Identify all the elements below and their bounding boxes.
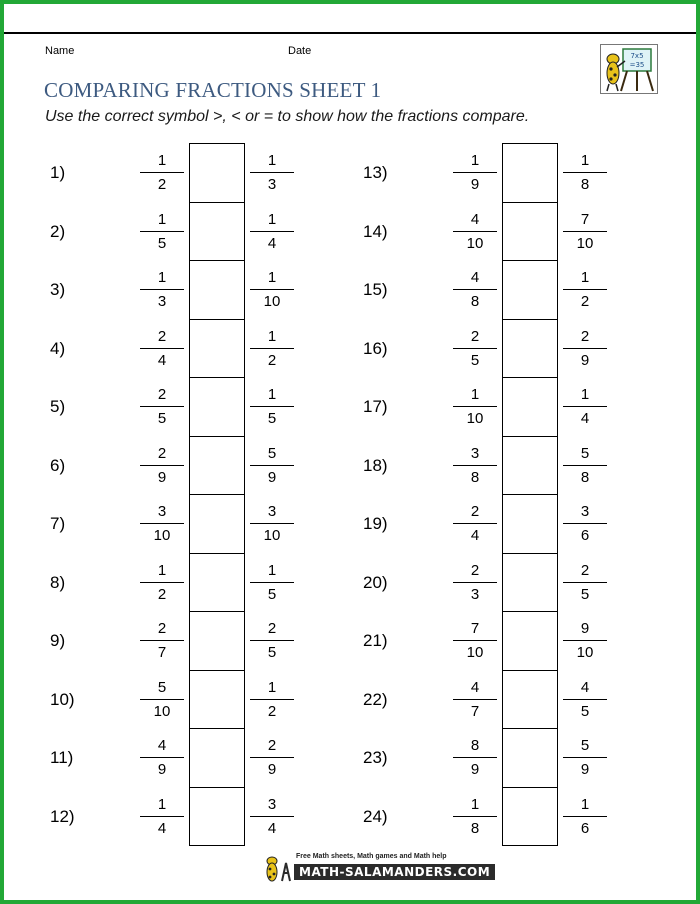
fraction-bar (453, 406, 497, 407)
denominator: 8 (470, 293, 480, 310)
right-fraction (250, 328, 294, 370)
numerator: 2 (470, 503, 480, 520)
left-fraction (140, 152, 184, 194)
left-fraction (140, 562, 184, 604)
answer-box[interactable] (189, 494, 245, 554)
denominator: 9 (267, 468, 277, 486)
numerator: 1 (157, 795, 167, 813)
right-fraction (250, 737, 294, 779)
denominator: 5 (470, 351, 480, 369)
fraction-bar (250, 348, 294, 349)
name-label: Name (45, 45, 75, 57)
fraction-bar (140, 406, 184, 407)
left-fraction (453, 503, 497, 545)
answer-box[interactable] (502, 260, 558, 320)
denominator: 4 (157, 819, 167, 837)
denominator: 5 (267, 585, 277, 603)
denominator: 4 (267, 819, 277, 837)
right-fraction (250, 679, 294, 721)
denominator: 9 (157, 468, 167, 486)
left-fraction (453, 679, 497, 721)
footer-brand (264, 853, 491, 883)
numerator: 2 (470, 561, 480, 579)
left-fraction (140, 737, 184, 779)
answer-box[interactable] (189, 143, 245, 203)
fraction-bar (563, 465, 607, 466)
right-fraction (250, 386, 294, 428)
left-fraction (140, 503, 184, 545)
denominator: 5 (580, 585, 590, 603)
numerator: 1 (580, 152, 590, 169)
denominator: 9 (580, 761, 590, 778)
fraction-bar (250, 582, 294, 583)
answer-box[interactable] (189, 202, 245, 262)
answer-box[interactable] (502, 494, 558, 554)
question-number: 9) (50, 631, 66, 650)
left-fraction (453, 445, 497, 487)
fraction-bar (563, 289, 607, 290)
answer-box[interactable] (189, 611, 245, 671)
question-number: 23) (363, 748, 388, 767)
numerator: 5 (580, 444, 590, 462)
right-fraction (563, 328, 607, 370)
right-fraction (250, 503, 294, 545)
denominator: 2 (157, 585, 167, 603)
right-fraction (563, 152, 607, 194)
question-number: 19) (363, 514, 388, 533)
question-number: 16) (363, 338, 388, 358)
denominator: 5 (580, 702, 590, 720)
right-fraction (250, 796, 294, 838)
denominator: 9 (267, 761, 277, 778)
fraction-bar (563, 523, 607, 524)
left-fraction (453, 328, 497, 370)
numerator: 2 (157, 327, 167, 345)
fraction-bar (453, 231, 497, 232)
numerator: 7 (580, 210, 590, 228)
denominator: 3 (267, 176, 277, 193)
date-label: Date (288, 45, 312, 57)
numerator: 4 (470, 678, 480, 696)
fraction-bar (453, 348, 497, 349)
question-number: 1) (50, 163, 66, 182)
right-fraction (563, 269, 607, 311)
denominator: 10 (466, 234, 484, 252)
right-fraction (563, 562, 607, 604)
numerator: 1 (267, 269, 277, 286)
question-number: 20) (363, 572, 388, 592)
denominator: 2 (580, 293, 590, 310)
salamander-logo-icon (264, 855, 294, 883)
fraction-bar (563, 231, 607, 232)
right-fraction (563, 737, 607, 779)
fraction-bar (250, 172, 294, 173)
worksheet-instructions: Use the correct symbol >, < or = to show how the fractions compare. (45, 108, 530, 125)
numerator: 1 (580, 269, 590, 286)
fraction-bar (140, 816, 184, 817)
denominator: 10 (263, 527, 281, 544)
numerator: 2 (470, 327, 480, 345)
fraction-bar (563, 582, 607, 583)
numerator: 5 (580, 737, 590, 754)
fraction-bar (140, 582, 184, 583)
fraction-bar (250, 816, 294, 817)
question-number: 11) (50, 748, 74, 767)
fraction-bar (563, 757, 607, 758)
left-fraction (140, 679, 184, 721)
numerator: 1 (267, 561, 277, 579)
answer-box[interactable] (502, 319, 558, 379)
numerator: 4 (157, 737, 167, 754)
question-number: 22) (363, 689, 388, 709)
denominator: 9 (580, 351, 590, 369)
numerator: 1 (580, 795, 590, 813)
fraction-bar (563, 172, 607, 173)
fraction-bar (563, 348, 607, 349)
numerator: 3 (267, 503, 277, 520)
question-number: 13) (363, 163, 388, 182)
denominator: 6 (580, 819, 590, 837)
left-fraction (453, 152, 497, 194)
left-fraction (453, 737, 497, 779)
question-number: 2) (50, 221, 66, 241)
numerator: 1 (157, 269, 167, 286)
numerator: 9 (580, 620, 590, 637)
denominator: 10 (153, 527, 171, 544)
numerator: 2 (157, 620, 167, 637)
numerator: 1 (470, 152, 480, 169)
question-number: 5) (50, 397, 66, 416)
denominator: 3 (157, 293, 167, 310)
fraction-bar (563, 816, 607, 817)
fraction-bar (140, 172, 184, 173)
svg-text:7x5: 7x5 (630, 52, 644, 60)
numerator: 1 (157, 561, 167, 579)
numerator: 4 (580, 678, 590, 696)
numerator: 4 (470, 210, 480, 228)
answer-box[interactable] (502, 436, 558, 496)
fraction-bar (250, 523, 294, 524)
left-fraction (453, 562, 497, 604)
denominator: 4 (267, 234, 277, 252)
numerator: 4 (470, 269, 480, 286)
denominator: 5 (157, 234, 167, 252)
fraction-bar (140, 348, 184, 349)
fraction-bar (453, 465, 497, 466)
top-rule (4, 32, 696, 34)
answer-box[interactable] (502, 670, 558, 730)
question-number: 8) (50, 572, 66, 592)
left-fraction (453, 386, 497, 428)
denominator: 3 (470, 585, 480, 603)
footer-tagline: Free Math sheets, Math games and Math help (296, 853, 447, 860)
answer-box[interactable] (189, 260, 245, 320)
fraction-bar (453, 582, 497, 583)
left-fraction (453, 269, 497, 311)
numerator: 1 (157, 210, 167, 228)
fraction-bar (453, 699, 497, 700)
question-number: 6) (50, 455, 66, 475)
right-fraction (563, 445, 607, 487)
question-number: 18) (363, 455, 388, 475)
answer-box[interactable] (502, 553, 558, 613)
fraction-bar (140, 289, 184, 290)
denominator: 6 (580, 527, 590, 544)
denominator: 8 (470, 819, 480, 837)
answer-box[interactable] (502, 202, 558, 262)
fraction-bar (563, 640, 607, 641)
right-fraction (250, 211, 294, 253)
left-fraction (140, 620, 184, 662)
numerator: 5 (267, 444, 277, 462)
answer-box[interactable] (189, 728, 245, 788)
answer-box[interactable] (189, 553, 245, 613)
denominator: 7 (470, 702, 480, 720)
denominator: 10 (576, 234, 594, 252)
fraction-bar (250, 640, 294, 641)
svg-text:=35: =35 (629, 61, 645, 69)
denominator: 8 (580, 468, 590, 486)
right-fraction (250, 269, 294, 311)
fraction-bar (250, 231, 294, 232)
fraction-bar (140, 699, 184, 700)
numerator: 1 (267, 152, 277, 169)
numerator: 2 (157, 386, 167, 403)
denominator: 9 (470, 176, 480, 193)
denominator: 8 (580, 176, 590, 193)
fraction-bar (250, 465, 294, 466)
fraction-bar (250, 289, 294, 290)
left-fraction (453, 211, 497, 253)
fraction-bar (453, 757, 497, 758)
right-fraction (563, 386, 607, 428)
answer-box[interactable] (189, 319, 245, 379)
right-fraction (250, 620, 294, 662)
fraction-bar (453, 289, 497, 290)
numerator: 3 (267, 795, 277, 813)
answer-box[interactable] (502, 611, 558, 671)
numerator: 3 (580, 503, 590, 520)
numerator: 5 (157, 678, 167, 696)
right-fraction (563, 679, 607, 721)
answer-box[interactable] (502, 787, 558, 847)
denominator: 8 (470, 468, 480, 486)
numerator: 1 (470, 795, 480, 813)
numerator: 1 (267, 386, 277, 403)
denominator: 4 (580, 410, 590, 427)
denominator: 5 (267, 410, 277, 427)
numerator: 3 (470, 444, 480, 462)
answer-box[interactable] (502, 728, 558, 788)
numerator: 8 (470, 737, 480, 754)
question-number: 15) (363, 280, 388, 299)
numerator: 1 (470, 386, 480, 403)
denominator: 2 (267, 351, 277, 369)
denominator: 10 (466, 410, 484, 427)
right-fraction (563, 211, 607, 253)
denominator: 2 (267, 702, 277, 720)
numerator: 1 (267, 327, 277, 345)
denominator: 4 (470, 527, 480, 544)
left-fraction (140, 211, 184, 253)
answer-box[interactable] (502, 377, 558, 437)
numerator: 2 (267, 620, 277, 637)
question-number: 7) (50, 514, 66, 533)
fraction-bar (453, 816, 497, 817)
right-fraction (250, 152, 294, 194)
worksheet-title: COMPARING FRACTIONS SHEET 1 (44, 78, 382, 102)
denominator: 2 (157, 176, 167, 193)
right-fraction (563, 796, 607, 838)
fraction-bar (563, 406, 607, 407)
numerator: 3 (157, 503, 167, 520)
fraction-bar (250, 406, 294, 407)
numerator: 1 (580, 386, 590, 403)
fraction-bar (140, 465, 184, 466)
numerator: 1 (157, 152, 167, 169)
answer-box[interactable] (189, 377, 245, 437)
right-fraction (250, 445, 294, 487)
question-number: 17) (363, 397, 388, 416)
denominator: 10 (263, 293, 281, 310)
denominator: 10 (466, 644, 484, 661)
fraction-bar (140, 640, 184, 641)
fraction-bar (453, 640, 497, 641)
fraction-bar (250, 757, 294, 758)
question-number: 4) (50, 338, 66, 358)
fraction-bar (250, 699, 294, 700)
left-fraction (140, 445, 184, 487)
footer-site: MATH-SALAMANDERS.COM (294, 864, 495, 880)
fraction-bar (140, 523, 184, 524)
denominator: 9 (157, 761, 167, 778)
denominator: 9 (470, 761, 480, 778)
numerator: 1 (267, 678, 277, 696)
denominator: 5 (157, 410, 167, 427)
answer-box[interactable] (189, 787, 245, 847)
left-fraction (453, 620, 497, 662)
fraction-bar (453, 523, 497, 524)
left-fraction (140, 796, 184, 838)
answer-box[interactable] (189, 436, 245, 496)
denominator: 7 (157, 644, 167, 661)
fraction-bar (453, 172, 497, 173)
question-number: 24) (363, 806, 388, 826)
left-fraction (140, 328, 184, 370)
numerator: 2 (157, 444, 167, 462)
numerator: 7 (470, 620, 480, 637)
numerator: 2 (267, 737, 277, 754)
numerator: 2 (580, 327, 590, 345)
left-fraction (453, 796, 497, 838)
answer-box[interactable] (502, 143, 558, 203)
fraction-bar (140, 231, 184, 232)
answer-box[interactable] (189, 670, 245, 730)
denominator: 10 (576, 644, 594, 661)
numerator: 2 (580, 561, 590, 579)
left-fraction (140, 386, 184, 428)
salamander-teacher-icon (600, 44, 658, 94)
denominator: 5 (267, 644, 277, 661)
fraction-bar (563, 699, 607, 700)
left-fraction (140, 269, 184, 311)
question-number: 3) (50, 280, 66, 299)
numerator: 1 (267, 210, 277, 228)
question-number: 14) (363, 221, 388, 241)
question-number: 10) (50, 689, 75, 709)
question-number: 21) (363, 631, 388, 650)
right-fraction (563, 503, 607, 545)
denominator: 4 (157, 351, 167, 369)
right-fraction (563, 620, 607, 662)
question-number: 12) (50, 806, 75, 826)
fraction-bar (140, 757, 184, 758)
denominator: 10 (153, 702, 171, 720)
right-fraction (250, 562, 294, 604)
